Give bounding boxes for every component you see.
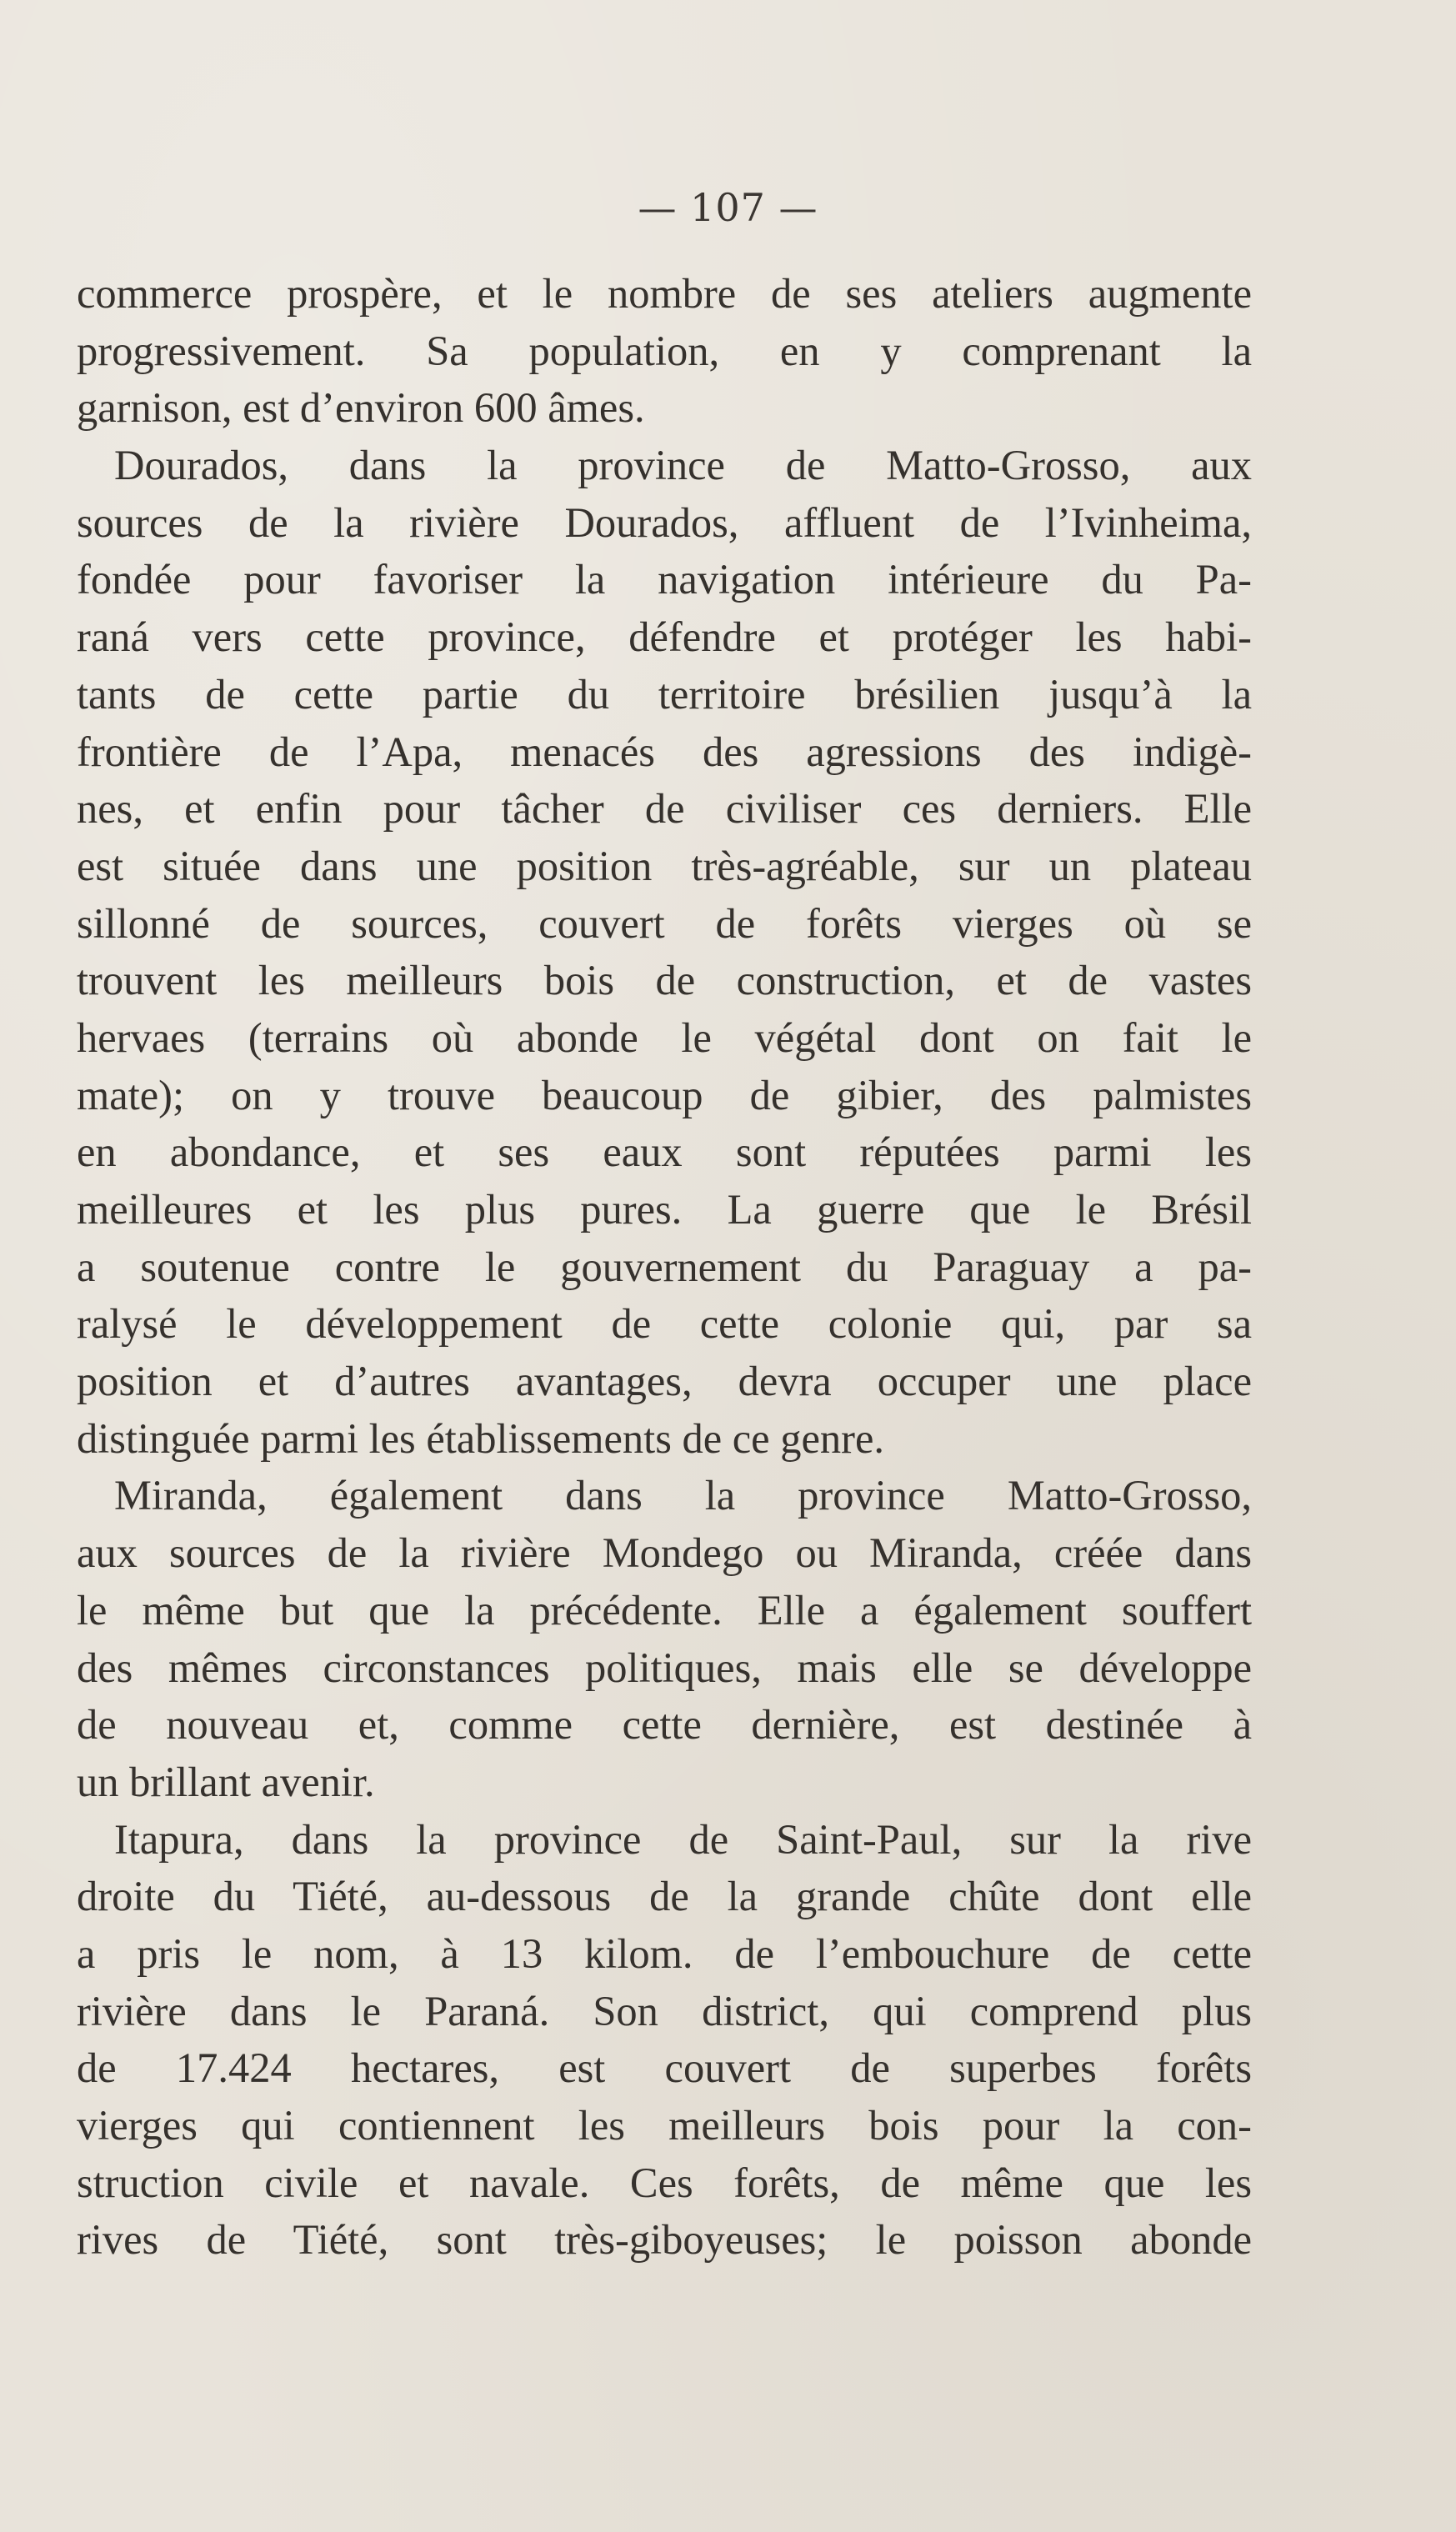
text-line: Itapura, dans la province de Saint-Paul, sur la rive <box>114 1815 1252 1863</box>
text-line: nes, et enfin pour tâcher de civiliser ces derniers. Elle <box>77 785 1252 833</box>
text-line: des mêmes circonstances politiques, mais elle se développe <box>77 1644 1252 1691</box>
text-line: droite du Tiété, au-dessous de la grande chûte dont elle <box>77 1873 1252 1920</box>
text-line: commerce prospère, et le nombre de ses ateliers augmente <box>77 270 1252 317</box>
text-line: garnison, est d’environ 600 âmes. <box>77 384 645 432</box>
text-line: sillonné de sources, couvert de forêts vierges où se <box>77 899 1252 947</box>
text-line: fondée pour favoriser la navigation intérieure du Pa- <box>77 556 1252 603</box>
body-text <box>77 265 1252 2269</box>
text-line: de 17.424 hectares, est couvert de superbes forêts <box>77 2044 1252 2092</box>
text-line: position et d’autres avantages, devra occuper une place <box>77 1358 1252 1405</box>
text-line: ralysé le développement de cette colonie qui, par sa <box>77 1300 1252 1348</box>
text-line: distinguée parmi les établissements de ce genre. <box>77 1414 884 1462</box>
text-line: raná vers cette province, défendre et protéger les habi- <box>77 613 1252 661</box>
text-line: aux sources de la rivière Mondego ou Miranda, créée dans <box>77 1529 1252 1577</box>
text-line: mate); on y trouve beaucoup de gibier, des palmistes <box>77 1071 1252 1118</box>
text-line: meilleures et les plus pures. La guerre que le Brésil <box>77 1186 1252 1233</box>
text-line: rives de Tiété, sont très-giboyeuses; le poisson abonde <box>77 2216 1252 2264</box>
page-number: — 107 — <box>638 185 818 230</box>
text-line: a pris le nom, à 13 kilom. de l’embouchure de cette <box>77 1929 1252 1977</box>
text-line: progressivement. Sa population, en y comprenant la <box>77 327 1252 374</box>
text-line: rivière dans le Paraná. Son district, qui comprend plus <box>77 1987 1252 2034</box>
text-line: frontière de l’Apa, menacés des agressions des indigè- <box>77 728 1252 775</box>
text-line: en abondance, et ses eaux sont réputées parmi les <box>77 1128 1252 1176</box>
text-line: trouvent les meilleurs bois de construction, et de vastes <box>77 957 1252 1004</box>
text-line: hervaes (terrains où abonde le végétal dont on fait le <box>77 1013 1252 1061</box>
text-line: est située dans une position très-agréable, sur un plateau <box>77 842 1252 889</box>
text-line: sources de la rivière Dourados, affluent de l’Ivinheima, <box>77 498 1252 546</box>
text-line: Miranda, également dans la province Matto-Grosso, <box>114 1472 1252 1519</box>
text-line: de nouveau et, comme cette dernière, est destinée à <box>77 1701 1252 1749</box>
text-line: Dourados, dans la province de Matto-Grosso, aux <box>114 442 1252 489</box>
text-line: un brillant avenir. <box>77 1758 375 1805</box>
text-line: vierges qui contiennent les meilleurs bois pour la con- <box>77 2102 1252 2149</box>
text-line: a soutenue contre le gouvernement du Paraguay a pa- <box>77 1243 1252 1290</box>
text-line: struction civile et navale. Ces forêts, de même que les <box>77 2159 1252 2206</box>
text-line: le même but que la précédente. Elle a également souffert <box>77 1586 1252 1634</box>
text-line: tants de cette partie du territoire brésilien jusqu’à la <box>77 670 1252 718</box>
